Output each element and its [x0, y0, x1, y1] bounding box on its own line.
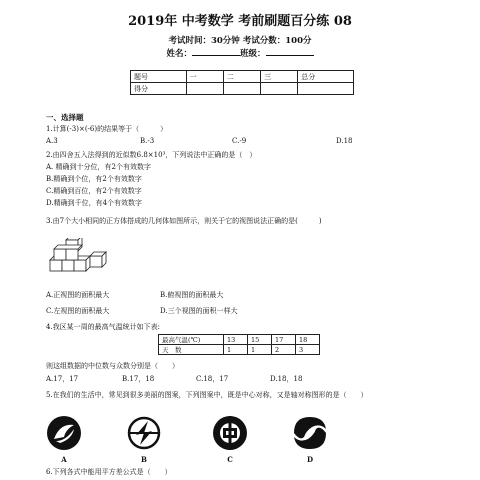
- question-2-stem: 2.由四舍五入法得到的近似数6.8×10³，下列说法中正确的是（ ）: [46, 151, 257, 159]
- logo-d-icon[interactable]: [292, 415, 328, 451]
- exam-time-score: 考试时间：30分钟 考试分数：100分: [168, 36, 312, 46]
- score-input-cell[interactable]: [223, 83, 260, 95]
- score-input-cell[interactable]: [261, 83, 298, 95]
- score-cell: 得分: [131, 83, 187, 95]
- score-cell: 三: [261, 71, 298, 83]
- q4-option-a[interactable]: A.17，17: [46, 375, 79, 383]
- score-cell: 一: [186, 71, 223, 83]
- q3-option-c[interactable]: C.左视图的面积最大: [46, 307, 110, 315]
- question-4-stem: 4.我区某一周的最高气温统计如下表:: [46, 323, 161, 331]
- student-info-line: [0, 47, 480, 59]
- table-cell: 最高气温(℃): [159, 335, 224, 345]
- q1-option-d[interactable]: D.18: [336, 137, 353, 145]
- table-cell: 1: [224, 345, 248, 355]
- days-row: [159, 345, 320, 355]
- q4-option-d[interactable]: D.18，18: [270, 375, 303, 383]
- table-cell: 17: [272, 335, 296, 345]
- q1-option-a[interactable]: A.3: [46, 137, 58, 145]
- q2-option-a[interactable]: A. 精确到十分位，有2个有效数字: [46, 163, 151, 171]
- q2-option-d[interactable]: D.精确到千位，有4个有效数字: [46, 199, 143, 207]
- question-5-stem: 5.在我们的生活中，常见到很多美丽的图案，下列图案中，既是中心对称，又是轴对称图形的是（ ）: [46, 391, 368, 399]
- score-input-cell[interactable]: [186, 83, 223, 95]
- question-4-question: 则这组数据的中位数与众数分别是（ ）: [46, 362, 179, 370]
- name-label: 姓名：: [166, 49, 192, 59]
- class-blank[interactable]: [266, 47, 314, 56]
- table-cell: 18: [296, 335, 320, 345]
- logo-c-label: C: [227, 455, 233, 464]
- temperature-table: [158, 334, 320, 355]
- class-label: 班级：: [240, 49, 266, 59]
- table-cell: 3: [296, 345, 320, 355]
- logo-b-icon[interactable]: [126, 415, 162, 451]
- q4-option-c[interactable]: C.18，17: [196, 375, 229, 383]
- score-cell: 题号: [131, 71, 187, 83]
- question-3-stem: 3.由7个大小相同的正方体搭成的几何体如图所示，则关于它的视图说法正确的是( ): [46, 217, 322, 225]
- question-1-stem: 1.计算(-3)×(-6)的结果等于（ ）: [46, 125, 168, 133]
- cube-figure: [46, 238, 108, 274]
- logo-b-label: B: [141, 455, 147, 464]
- q1-option-c[interactable]: C.-9: [232, 137, 247, 145]
- table-cell: 15: [248, 335, 272, 345]
- page-title: 2019年 中考数学 考前刷题百分练 08: [128, 14, 352, 29]
- temperature-row: [159, 335, 320, 345]
- section-heading: 一、选择题: [46, 113, 84, 122]
- q2-option-c[interactable]: C.精确到百位，有2个有效数字: [46, 187, 142, 195]
- score-cell: 总分: [298, 71, 354, 83]
- logo-a-icon[interactable]: [46, 415, 82, 451]
- score-table: [130, 70, 354, 95]
- name-blank[interactable]: [192, 47, 240, 56]
- score-cell: 二: [223, 71, 260, 83]
- q3-option-d[interactable]: D.三个视图的面积一样大: [160, 307, 238, 315]
- score-table-score-row: [131, 83, 354, 95]
- question-6-stem: 6.下列各式中能用平方差公式是（ ）: [46, 468, 172, 476]
- score-input-cell[interactable]: [298, 83, 354, 95]
- table-cell: 2: [272, 345, 296, 355]
- table-cell: 1: [248, 345, 272, 355]
- q3-option-b[interactable]: B.俯视图的面积最大: [160, 291, 224, 299]
- table-cell: 13: [224, 335, 248, 345]
- logo-d-label: D: [306, 455, 314, 464]
- table-cell: 天 数: [159, 345, 224, 355]
- q2-option-b[interactable]: B.精确到个位，有2个有效数字: [46, 175, 142, 183]
- logo-a-label: A: [61, 455, 67, 464]
- q4-option-b[interactable]: B.17，18: [122, 375, 155, 383]
- score-table-header-row: [131, 71, 354, 83]
- q1-option-b[interactable]: B.-3: [140, 137, 155, 145]
- logo-c-icon[interactable]: [212, 415, 248, 451]
- q3-option-a[interactable]: A.正视图的面积最大: [46, 291, 110, 299]
